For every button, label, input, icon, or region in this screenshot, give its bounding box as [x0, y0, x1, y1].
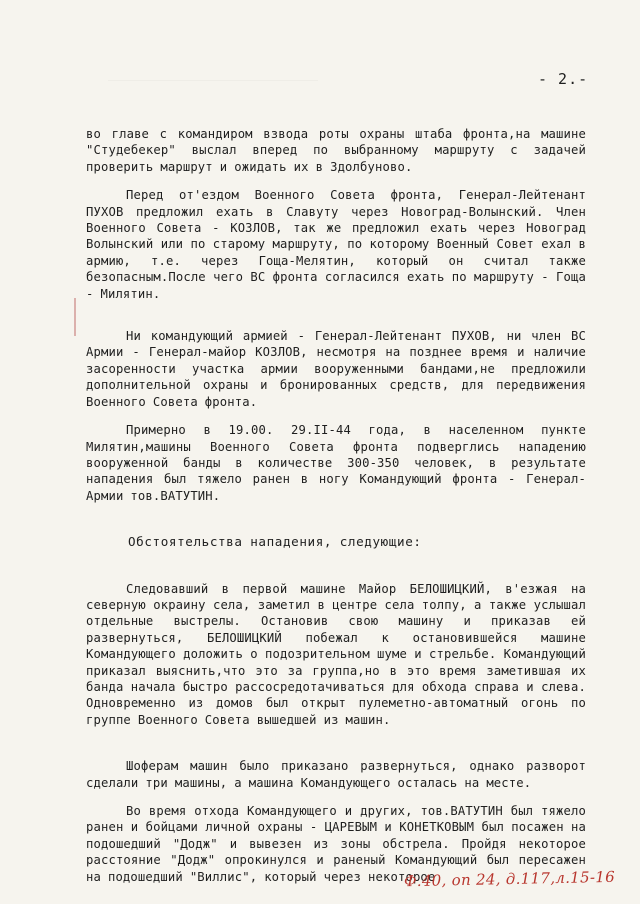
paragraph-7: Во время отхода Командующего и других, тов.ВАТУТИН был тяжело ранен и бойцами личной охраны - ЦАРЕВЫМ и КОНЕТКОВЫМ был посажен на подошедший "Додж" и вывезен из зоны обстрела. Пройдя некоторое расстояние "Додж" опрокинулся и раненый Командующий был пересажен на подошедший "Виллис", который через некоторое — [86, 804, 586, 884]
paragraph-5: Следовавший в первой машине Майор БЕЛОШИЦКИЙ, в'езжая на северную окраину села, заметил в центре села толпу, а также услышал отдельные выстрелы. Остановив свою машину и приказав ей развернуться, БЕЛОШИЦКИЙ побежал к остановившейся машине Командующего доложить о подозрительном шуме и стрельбе. Командующий приказал выяснить,что это за группа,но в это время заметившая их банда начала быстро рассосредотачиваться для обхода справа и слева. Одновременно из домов был открыт пулеметно-автоматный огонь по группе Военного Совета вышедшей из машин. — [86, 581, 586, 727]
paragraph-2: Перед от'ездом Военного Совета фронта, Генерал-Лейтенант ПУХОВ предложил ехать в Славуту через Новоград-Волынский. Член Военного Совета - КОЗЛОВ, так же предложил ехать через Новоград Волынский или по старому маршруту, по которому Военный Совет ехал в армию, т.е. через Гоща-Мелятин, который он считал также безопасным.После чего ВС фронта согласился ехать по маршруту - Гоща - Милятин. — [86, 188, 586, 301]
document-body — [86, 126, 586, 897]
faded-stamp-mark — [108, 58, 318, 81]
paragraph-1: во главе с командиром взвода роты охраны штаба фронта,на машине "Студебекер" выслал вперед по выбранному маршруту с задачей проверить маршрут и ожидать их в Здолбуново. — [86, 127, 586, 174]
page-number: - 2.- — [538, 70, 589, 88]
margin-pencil-mark — [74, 298, 80, 336]
paragraph-4: Примерно в 19.00. 29.II-44 года, в населенном пункте Милятин,машины Военного Совета фронта подверглись нападению вооруженной банды в количестве 300-350 человек, в результате нападения был тяжело ранен в ногу Командующий фронта - Генерал-Армии тов.ВАТУТИН. — [86, 423, 586, 503]
paragraph-6: Шоферам машин было приказано развернуться, однако разворот сделали три машины, а машина Командующего осталась на месте. — [86, 759, 586, 790]
paragraph-3: Ни командующий армией - Генерал-Лейтенант ПУХОВ, ни член ВС Армии - Генерал-майор КОЗЛОВ, несмотря на позднее время и наличие засоренности участка армии вооруженными бандами,не предложили дополнительной охраны и бронированных средств, для передвижения Военного Совета фронта. — [86, 329, 586, 409]
archive-reference-handwritten: Ф.40, оп 24, д.117,л.15-16 — [403, 867, 616, 891]
section-heading: Обстоятельства нападения, следующие: — [128, 534, 422, 550]
